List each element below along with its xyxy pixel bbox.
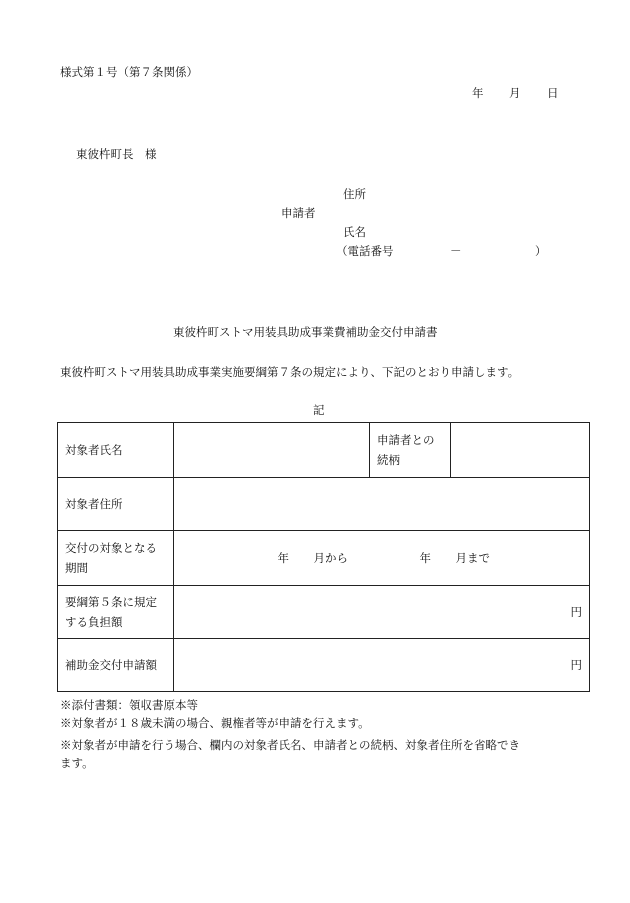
grant-unit: 円: [570, 658, 582, 672]
phone-open: （電話番号: [336, 244, 394, 258]
burden-label-line-2: する負担額: [65, 615, 123, 629]
address-label: 住所: [343, 187, 366, 201]
table-row: [58, 586, 590, 639]
relation-field[interactable]: [451, 423, 590, 478]
period-to-month: 月まで: [455, 551, 490, 565]
burden-amount-field[interactable]: [174, 586, 590, 639]
period-to-year: 年: [419, 551, 431, 565]
period-label-line-2: 期間: [65, 561, 88, 575]
date-day-label: 日: [547, 86, 559, 100]
applicant-label: 申請者: [281, 206, 316, 220]
burden-unit: 円: [570, 605, 582, 619]
intro-text: 東彼杵町ストマ用装具助成事業実施要綱第７条の規定により、下記のとおり申請します。: [60, 365, 520, 379]
burden-label: [58, 586, 174, 639]
note-attachments: ※添付書類：領収書原本等: [60, 698, 198, 712]
note-omit-continued: ます。: [60, 756, 94, 770]
relation-label-line-1: 申請者との: [377, 433, 435, 447]
subject-address-label: 対象者住所: [58, 478, 174, 531]
grant-amount-field[interactable]: [174, 639, 590, 692]
subject-name-label: 対象者氏名: [58, 423, 174, 478]
note-omit: ※対象者が申請を行う場合、欄内の対象者氏名、申請者との続柄、対象者住所を省略でき: [60, 738, 520, 752]
name-label: 氏名: [343, 225, 366, 239]
table-row: [58, 423, 590, 478]
relation-label-line-2: 続柄: [377, 453, 400, 467]
grant-label: 補助金交付申請額: [58, 639, 174, 692]
note-minor: ※対象者が１８歳未満の場合、親権者等が申請を行えます。: [60, 716, 370, 730]
table-row: [58, 639, 590, 692]
table-row: [58, 478, 590, 531]
document-title: 東彼杵町ストマ用装具助成事業費補助金交付申請書: [173, 325, 438, 339]
subject-name-field[interactable]: [174, 423, 370, 478]
phone-close: ）: [535, 244, 547, 258]
subject-address-field[interactable]: [174, 478, 590, 531]
period-from-month: 月から: [313, 551, 348, 565]
period-label: [58, 531, 174, 586]
ki-label: 記: [313, 403, 325, 417]
table-row: [58, 531, 590, 586]
addressee: 東彼杵町長 様: [76, 147, 157, 161]
date-year-label: 年: [472, 86, 484, 100]
form-number: 様式第１号（第７条関係）: [60, 65, 198, 79]
burden-label-line-1: 要綱第５条に規定: [65, 595, 157, 609]
application-table: [57, 422, 590, 692]
period-from-year: 年: [277, 551, 289, 565]
period-label-line-1: 交付の対象となる: [65, 541, 157, 555]
period-field[interactable]: [174, 531, 590, 586]
relation-label: [370, 423, 451, 478]
phone-dash: －: [450, 244, 462, 258]
date-month-label: 月: [509, 86, 521, 100]
